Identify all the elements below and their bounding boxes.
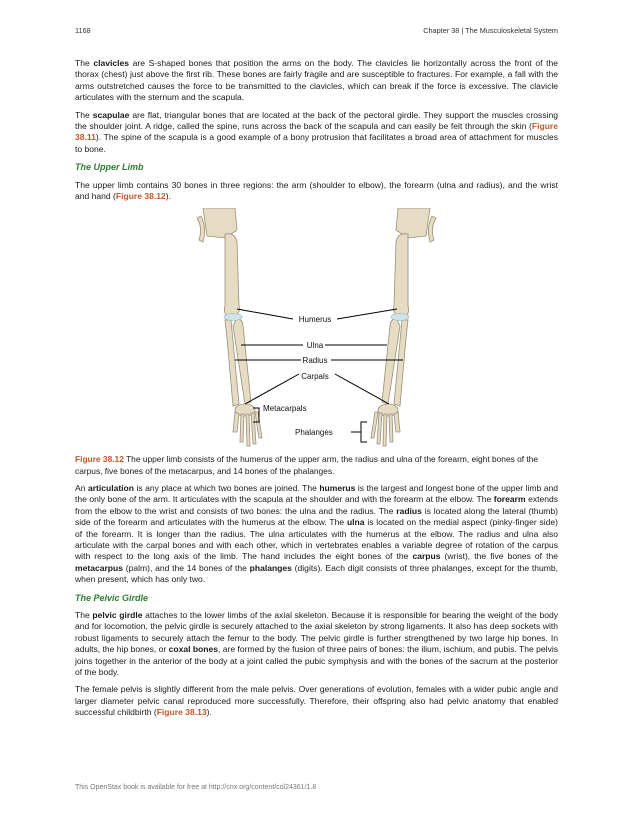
paragraph-scapulae: The scapulae are flat, triangular bones that are located at the back of the pectoral girdle. They support the muscles crossing the shoulder joint. A ridge, called the spine, runs across the back of the scapula and can easily be felt through the skin (Figure 38.11). The spine of the scapula is a good example of a bony protrusion that facilitates a broad area of attachment for muscles to bone.	[75, 109, 558, 154]
figure-link-38-13[interactable]: Figure 38.13	[156, 707, 207, 718]
left-finger-2	[246, 414, 250, 446]
right-humerus-bone	[394, 234, 409, 316]
upper-limb-figure	[75, 208, 558, 450]
left-finger-3	[251, 413, 256, 444]
term-scapulae: scapulae	[92, 109, 130, 120]
figure-caption: Figure 38.12 The upper limb consists of the humerus of the upper arm, the radius and ulna of the forearm, eight bones of the carpus, five bones of the metacarpus, and 14 bones of the phalanges.	[75, 454, 539, 476]
figure-link-38-11[interactable]: Figure 38.11	[75, 121, 558, 143]
right-finger-1	[389, 414, 393, 442]
page-footer: This OpenStax book is available for free at http://cnx.org/content/col24361/1.8	[75, 784, 317, 791]
label-radius: Radius	[302, 356, 328, 366]
upper-limb-illustration	[75, 208, 558, 450]
right-rib-hint	[428, 216, 436, 242]
left-shoulder-bone	[203, 208, 237, 238]
label-metacarpals: Metacarpals	[263, 404, 307, 414]
right-thumb-bone	[394, 412, 400, 432]
figure-link-38-12[interactable]: Figure 38.12	[115, 191, 166, 202]
page-header	[75, 26, 558, 38]
right-finger-2	[383, 414, 387, 446]
paragraph-upper-limb: The upper limb contains 30 bones in three regions: the arm (shoulder to elbow), the forearm (ulna and radius), and the wrist and hand (Figure 38.12).	[75, 179, 558, 202]
label-ulna: Ulna	[306, 341, 324, 351]
left-rib-hint	[197, 216, 205, 242]
phalanges-bracket	[351, 422, 367, 442]
section-heading-pelvic-girdle: The Pelvic Girdle	[75, 592, 149, 603]
paragraph-female-pelvis: The female pelvis is slightly different from the male pelvis. Over generations of evolution, females with a wider pubic angle and larger diameter pelvic canal reproduced more successfully. Therefore, their offspring also had pelvic anatomy that enabled successful childbirth (Figure 38.13).	[75, 684, 558, 718]
paragraph-clavicles: The clavicles are S-shaped bones that position the arms on the body. The clavicles lie horizontally across the front of the thorax (chest) just above the first rib. These bones are fairly fragile and are susceptible to fractures. For example, a fall with the arms outstretched causes the force to be transmitted to the clavicles, which can break if the force is excessive. The clavicle articulates with the sternum and the scapula.	[75, 58, 558, 103]
left-humerus-bone	[224, 234, 239, 316]
caption-figure-number: Figure 38.12	[75, 454, 124, 465]
right-shoulder-bone	[396, 208, 430, 238]
term-clavicles: clavicles	[93, 58, 129, 68]
paragraph-articulation: An articulation is any place at which two bones are joined. The humerus is the largest and longest bone of the upper limb and the only bone of the arm. It articulates with the scapula at the shoulder and with the forearm at the elbow. The forearm extends from the elbow to the wrist and consists of two bones: the ulna and the radius. The radius is located along the lateral (thumb) side of the forearm and articulates with the humerus at the elbow. The ulna is located on the medial aspect (pinky-finger side) of the forearm. It is longer than the radius. The ulna articulates with the humerus at the elbow. The radius and ulna also articulate with the carpal bones and with each other, which in vertebrates enables a variable degree of rotation of the carpus with respect to the long axis of the limb. The hand includes the eight bones of the carpus (wrist), the five bones of the metacarpus (palm), and the 14 bones of the phalanges (digits). Each digit consists of three phalanges, except for the thumb, when present, which has only two.	[75, 482, 559, 585]
page-number: 1168	[75, 26, 91, 35]
label-humerus: Humerus	[298, 315, 332, 325]
label-carpals: Carpals	[301, 372, 329, 382]
right-finger-3	[377, 413, 382, 444]
chapter-title: Chapter 38 | The Musculoskeletal System	[423, 26, 558, 35]
label-phalanges: Phalanges	[295, 428, 333, 438]
left-finger-1	[240, 414, 244, 442]
right-elbow-cartilage	[391, 314, 409, 321]
left-elbow-cartilage	[224, 314, 242, 321]
left-thumb-bone	[233, 412, 239, 432]
section-heading-upper-limb: The Upper Limb	[75, 162, 144, 173]
right-finger-4	[371, 412, 378, 438]
page-body	[75, 58, 558, 725]
paragraph-pelvic-girdle: The pelvic girdle attaches to the lower limbs of the axial skeleton. Because it is responsible for bearing the weight of the body and for locomotion, the pelvic girdle is securely attached to the axial skeleton by strong ligaments. It also has deep sockets with robust ligaments to securely attach the femur to the body. The pelvic girdle is further strengthened by two large hip bones. In adults, the hip bones, or coxal bones, are formed by the fusion of three pairs of bones: the ilium, ischium, and pubis. The pelvis joins together in the anterior of the body at a joint called the pubic symphysis and with the bones of the sacrum at the posterior of the body.	[75, 609, 559, 677]
